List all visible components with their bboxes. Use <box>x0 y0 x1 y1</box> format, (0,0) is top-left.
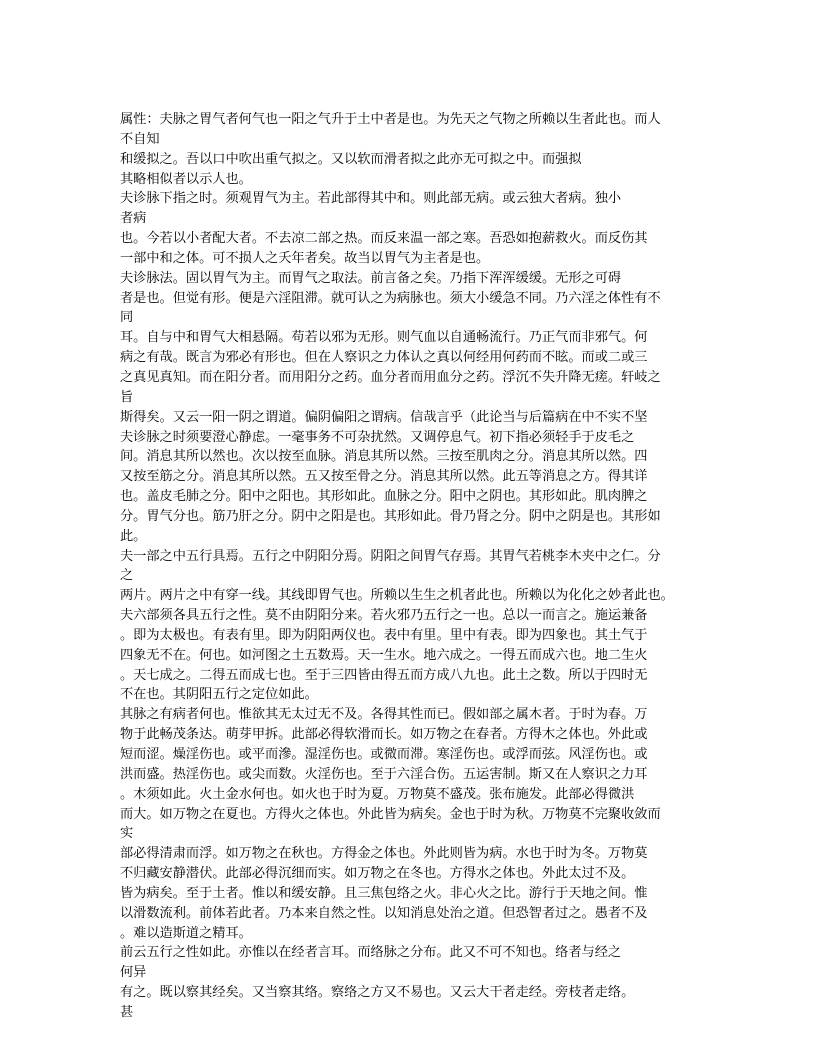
text-line: 也。今若以小者配大者。不去凉二部之热。而反来温一部之寒。吾恐如抱薪救火。而反伤其 <box>120 231 648 247</box>
text-line: 间。消息其所以然也。次以按至血脉。消息其所以然。三按至肌肉之分。消息其所以然。四 <box>120 449 648 465</box>
text-line: 夫诊脉法。固以胃气为主。而胃气之取法。前言备之矣。乃指下浑浑缓缓。无形之可碍 <box>120 270 622 286</box>
text-line: 有之。既以察其经矣。又当察其络。察络之方又不易也。又云大干者走经。旁枝者走络。 <box>120 985 635 1001</box>
text-line: 夫六部须各具五行之性。莫不由阴阳分来。若火邪乃五行之一也。总以一而言之。施运兼备 <box>120 608 648 624</box>
text-line: 其脉之有病者何也。惟欲其无太过无不及。各得其性而已。假如部之属木者。于时为春。万 <box>120 707 648 723</box>
text-line: 短而涩。燥淫伤也。或平而滲。湿淫伤也。或微而滞。寒淫伤也。或浮而弦。风淫伤也。或 <box>120 747 648 762</box>
text-line: 之 <box>120 568 134 584</box>
text-line: 前云五行之性如此。亦惟以在经者言耳。而络脉之分布。此又不可不知也。络者与经之 <box>120 945 622 961</box>
text-line: 实 <box>120 826 134 842</box>
text-line: 夫诊脉下指之时。须观胃气为主。若此部得其中和。则此部无病。或云独大者病。独小 <box>120 191 622 207</box>
text-line: 旨 <box>120 389 134 405</box>
text-line: 其略相似者以示人也。 <box>120 171 252 187</box>
text-line: 斯得矣。又云一阳一阴之谓道。偏阴偏阳之谓病。信哉言乎（此论当与后篇病在中不实不坚 <box>120 409 648 425</box>
text-line: 。木须如此。火土金水何也。如火也于时为夏。万物莫不盛茂。张布施发。此部必得微洪 <box>120 786 635 802</box>
text-line: 以滑数流利。前体若此者。乃本来自然之性。以知消息处治之道。但恐智者过之。愚者不及 <box>120 905 648 921</box>
text-line: 。天七成之。二得五而成七也。至于三四皆由得五而方成八九也。此土之数。所以于四时无 <box>120 667 648 683</box>
text-line: 夫一部之中五行具焉。五行之中阴阳分焉。阴阳之间胃气存焉。其胃气若桃李木夹中之仁。分 <box>120 548 661 564</box>
text-line: 夫诊脉之时须要澄心静虑。一毫事务不可杂扰然。又调停息气。初下指必须轻手于皮毛之 <box>120 429 635 445</box>
text-line: 此。 <box>120 528 147 544</box>
text-line: 不归藏安静潜伏。此部必得沉细而实。如万物之在冬也。方得水之体也。外此太过不及。 <box>120 866 635 882</box>
text-line: 属性：夫脉之胃气者何气也一阳之气升于土中者是也。为先天之气物之所赖以生者此也。而人 <box>120 112 661 127</box>
text-line: 病之有哉。既言为邪必有形也。但在人察识之力体认之真以何经用何药而不眩。而或二或三 <box>120 350 648 366</box>
text-line: 部必得清肃而浮。如万物之在秋也。方得金之体也。外此则皆为病。水也于时为冬。万物莫 <box>120 846 648 862</box>
text-line: 不在也。其阴阳五行之定位如此。 <box>120 687 318 703</box>
text-line: 之真见真知。而在阳分者。而用阳分之药。血分者而用血分之药。浮沉不失升降无瘥。轩岐之 <box>120 369 661 385</box>
text-line: 四象无不在。何也。如河图之土五数焉。天一生水。地六成之。一得五而成六也。地二生火 <box>120 647 648 663</box>
text-line: 者病 <box>120 211 147 227</box>
text-line: 洪而盛。热淫伤也。或尖而数。火淫伤也。至于六淫合伤。五运害制。斯又在人察识之力耳 <box>120 766 648 782</box>
text-line: 一部中和之体。可不损人之夭年者矣。故当以胃气为主者是也。 <box>120 250 490 266</box>
text-line: 何异 <box>120 965 147 981</box>
text-line: 同 <box>120 310 134 326</box>
text-line: 和缓拟之。吾以口中吹出重气拟之。又以软而滑者拟之此亦无可拟之中。而强拟 <box>120 151 582 167</box>
body-text <box>120 110 700 1023</box>
text-line: 不自知 <box>120 131 160 147</box>
text-line: 。难以造斯道之精耳。 <box>120 925 252 941</box>
text-line: 又按至筋之分。消息其所以然。五又按至骨之分。消息其所以然。此五等消息之方。得其详 <box>120 469 648 485</box>
text-line: 两片。两片之中有穿一线。其线即胃气也。所赖以生生之机者此也。所赖以为化化之妙者此也。 <box>120 588 674 604</box>
text-line: 物于此畅茂条达。萌芽甲拆。此部必得软滑而长。如万物之在春者。方得木之体也。外此或 <box>120 727 648 743</box>
text-line: 耳。自与中和胃气大相悬隔。苟若以邪为无形。则气血以自通畅流行。乃正气而非邪气。何 <box>120 330 648 346</box>
text-line: 而大。如万物之在夏也。方得火之体也。外此皆为病矣。金也于时为秋。万物莫不完聚收敛而 <box>120 806 661 822</box>
text-line: 也。盖皮毛肺之分。阳中之阳也。其形如此。血脉之分。阳中之阴也。其形如此。肌肉脾之 <box>120 489 648 505</box>
text-line: 者是也。但觉有形。便是六淫阻滞。就可认之为病脉也。须大小缓急不同。乃六淫之体性有不 <box>120 290 661 306</box>
text-line: 分。胃气分也。筋乃肝之分。阴中之阳是也。其形如此。骨乃肾之分。阴中之阴是也。其形如 <box>120 508 661 524</box>
text-line: 皆为病矣。至于土者。惟以和缓安静。且三焦包络之火。非心火之比。游行于天地之间。惟 <box>120 885 648 901</box>
text-line: 甚 <box>120 1004 134 1020</box>
text-line: 。即为太极也。有表有里。即为阴阳两仪也。表中有里。里中有表。即为四象也。其土气于 <box>120 627 648 643</box>
